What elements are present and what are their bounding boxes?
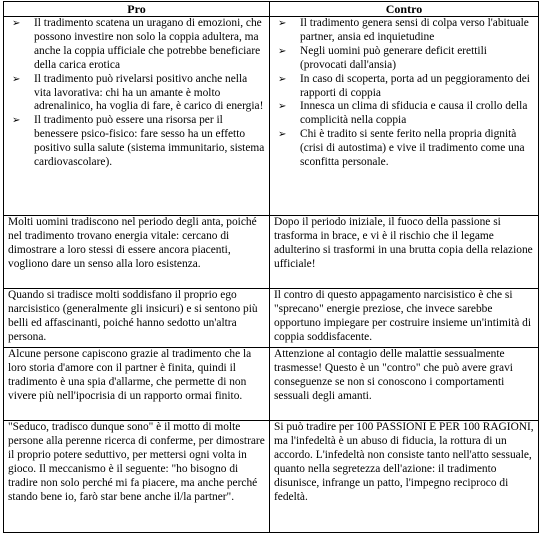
contro-cell: Si può tradire per 100 PASSIONI E PER 100 RAGIONI, ma l'infedeltà è un abuso di fiducia, la rottura di un accordo. L'infedeltà non consiste tanto nell'atto sessuale, quanto nella segretezza dell'azione: il tradimento disunisce, infrange un patto, l'impegno reciproco di fedeltà.: [270, 421, 539, 533]
pro-cell: Molti uomini tradiscono nel periodo degli anta, poiché nel tradimento trovano energia vitale: cercano di dimostrare a loro stessi di essere ancora piacenti, vogliono dare un senso alla loro esistenza.: [4, 216, 270, 289]
table-row: [4, 216, 539, 289]
table-row: [4, 17, 539, 216]
arrow-bullet-icon: ➢: [278, 45, 287, 57]
bullet-text: Innesca un clima di sfiducia e causa il crollo della complicità nella coppia: [300, 100, 528, 127]
pro-contro-table: [3, 1, 539, 533]
contro-cell: [270, 17, 539, 216]
bullet-text: Chi è tradito si sente ferito nella propria dignità (crisi di autostima) e vive il tradimento come una sconfitta personale.: [300, 128, 525, 169]
list-item: [8, 114, 265, 170]
arrow-bullet-icon: ➢: [12, 18, 21, 29]
table-row: [4, 289, 539, 348]
list-item: [274, 45, 534, 73]
bullet-text: In caso di scoperta, porta ad un peggioramento dei rapporti di coppia: [300, 72, 530, 99]
pro-cell: [4, 17, 270, 216]
list-item: [8, 17, 265, 73]
pro-cell: Quando si tradisce molti soddisfano il proprio ego narcisistico (generalmente gli insicuri) e si sentono più belli ed affascinanti, poiché hanno sedotto un'altra persona.: [4, 289, 270, 348]
contro-cell: Il contro di questo appagamento narcisistico è che si "sprecano" energie preziose, che invece sarebbe opportuno impiegare per costruire insieme un'intimità di coppia soddisfacente.: [270, 289, 539, 348]
list-item: [274, 73, 534, 101]
bullet-text: Il tradimento può rivelarsi positivo anche nella vita lavorativa: chi ha un amante è molto adrenalinico, ha voglia di fare, è carico di energia!: [34, 72, 264, 113]
arrow-bullet-icon: ➢: [12, 73, 21, 85]
pro-bullet-list: [8, 17, 265, 170]
arrow-bullet-icon: ➢: [12, 115, 21, 127]
arrow-bullet-icon: ➢: [278, 18, 287, 29]
arrow-bullet-icon: ➢: [278, 73, 287, 85]
contro-header: Contro: [270, 2, 539, 17]
contro-cell: Dopo il periodo iniziale, il fuoco della passione si trasforma in brace, e vi è il rischio che il legame adulterino si trasformi in una brutta copia della relazione ufficiale!: [270, 216, 539, 289]
bullet-text: Il tradimento genera sensi di colpa verso l'abituale partner, ansia ed inquietudine: [300, 17, 529, 43]
pro-cell: "Seduco, tradisco dunque sono" è il motto di molte persone alla perenne ricerca di conferme, per dimostrare il proprio potere seduttivo, per mettersi ogni volta in gioco. Il meccanismo è il seguente: "ho bisogno di tradire non solo perché mi fa piacere, ma anche perché stando bene io, farò star bene anche il/la partner".: [4, 421, 270, 533]
list-item: [274, 100, 534, 128]
list-item: [274, 17, 534, 45]
contro-bullet-list: [274, 17, 534, 170]
arrow-bullet-icon: ➢: [278, 101, 287, 113]
list-item: [274, 128, 534, 170]
pro-header: Pro: [4, 2, 270, 17]
table-row: [4, 348, 539, 421]
list-item: [8, 73, 265, 115]
contro-cell: Attenzione al contagio delle malattie sessualmente trasmesse! Questo è un "contro" che può avere gravi conseguenze se non si conoscono i comportamenti sessuali degli amanti.: [270, 348, 539, 421]
pro-cell: Alcune persone capiscono grazie al tradimento che la loro storia d'amore con il partner è finita, quindi il tradimento è una spia d'allarme, che permette di non vivere più nell'ipocrisia di un rapporto ormai finito.: [4, 348, 270, 421]
bullet-text: Negli uomini può generare deficit erettili (provocati dall'ansia): [300, 44, 487, 71]
table-row: [4, 421, 539, 533]
bullet-text: Il tradimento scatena un uragano di emozioni, che possono investire non solo la coppia adultera, ma anche la coppia ufficiale che potrebbe beneficiare della carica erotica: [34, 17, 262, 71]
bullet-text: Il tradimento può essere una risorsa per il benessere psico-fisico: fare sesso ha un effetto positivo sulla salute (sistema immunitario, sistema cardiovascolare).: [34, 114, 265, 169]
arrow-bullet-icon: ➢: [278, 129, 287, 141]
header-row: [4, 2, 539, 17]
